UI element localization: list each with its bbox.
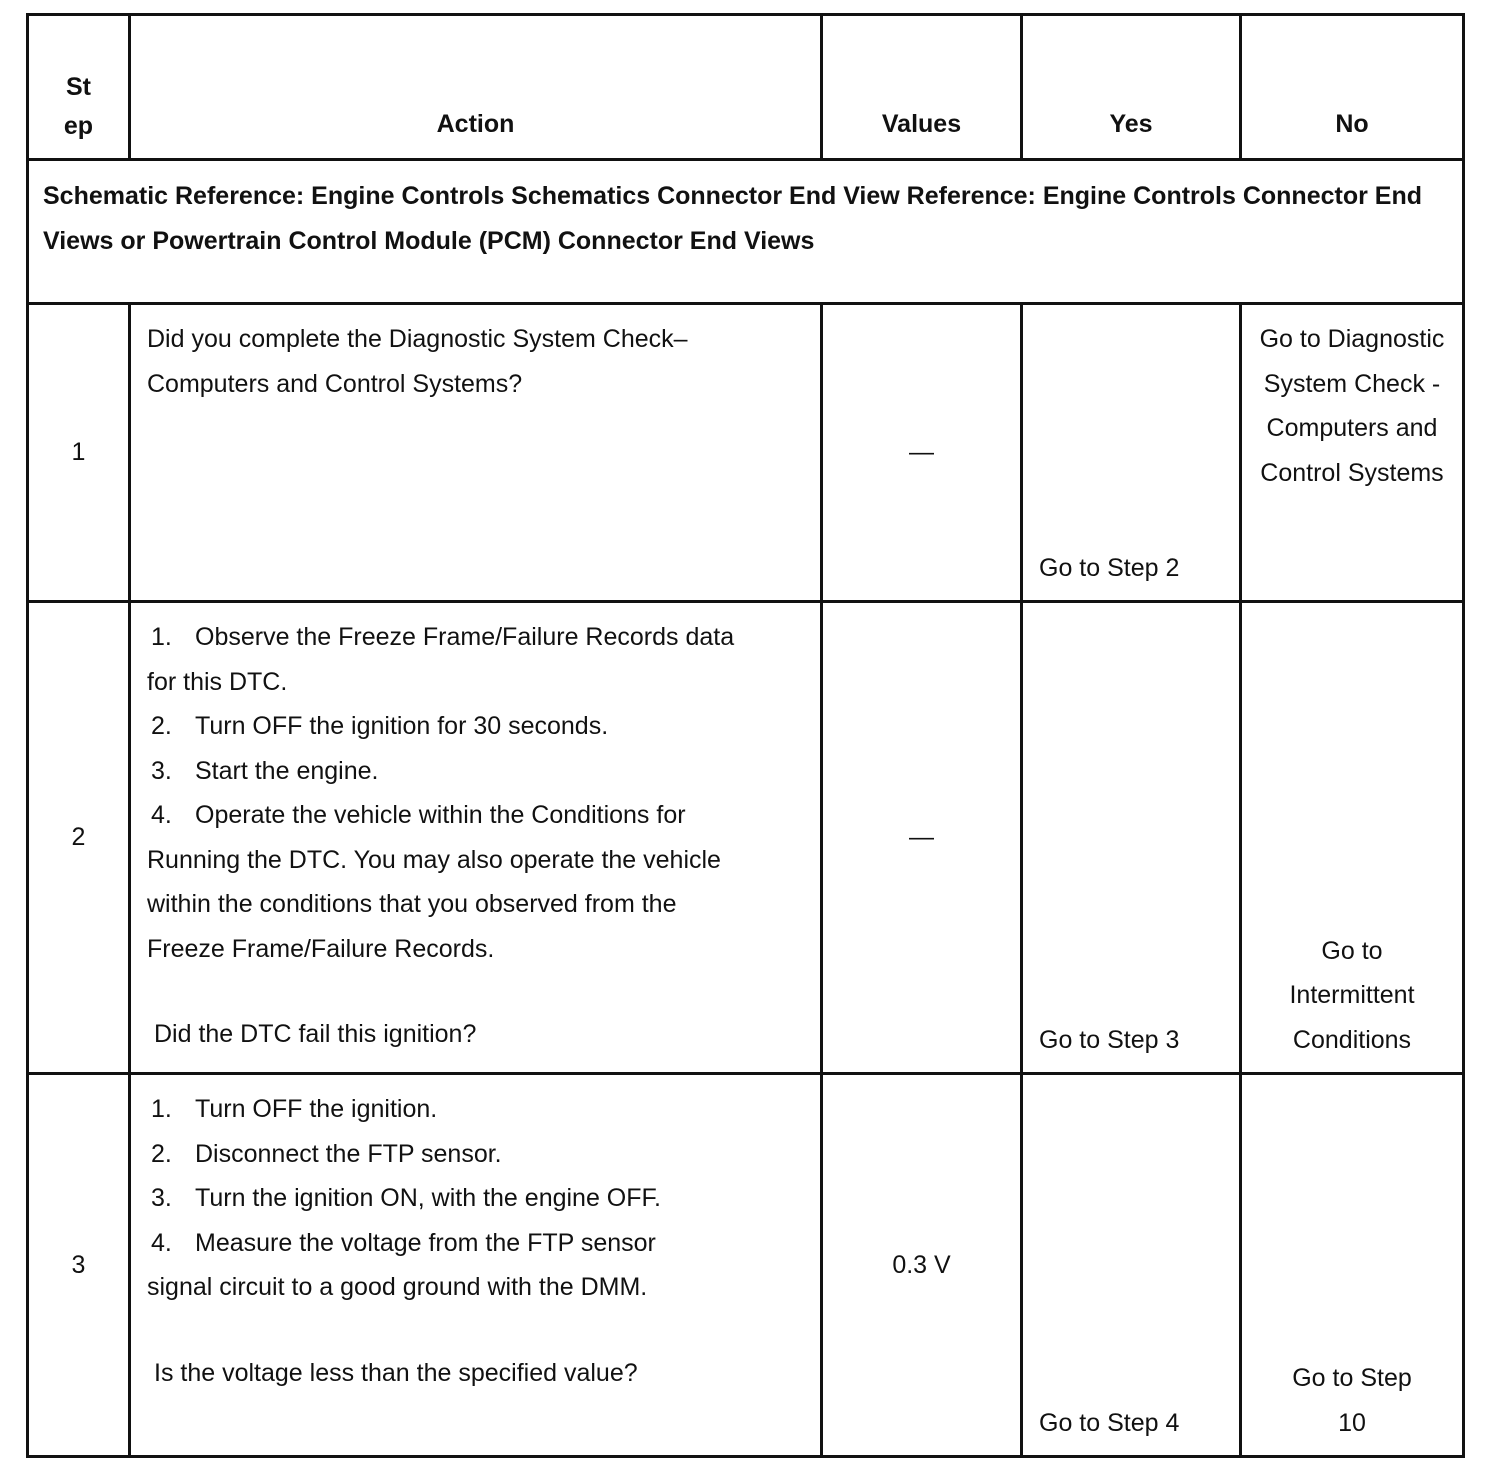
yes-link[interactable]: Go to Step 3 — [1022, 602, 1241, 1074]
header-yes: Yes — [1022, 15, 1241, 160]
step-number: 1 — [28, 304, 130, 602]
action-list-item: 4. Measure the voltage from the FTP sensor signal circuit to a good ground with the DMM. — [147, 1228, 656, 1301]
header-no: No — [1241, 15, 1464, 160]
step-number: 2 — [28, 602, 130, 1074]
schematic-reference: Schematic Reference: Engine Controls Schematics Connector End View Reference: Engine Controls Connector End Views or Powertrain Control Module (PCM) Connector End Views — [28, 160, 1464, 304]
table-row — [28, 1074, 1464, 1457]
yes-link[interactable]: Go to Step 2 — [1022, 304, 1241, 602]
action-question: Did the DTC fail this ignition? — [154, 1020, 477, 1048]
table-row — [28, 304, 1464, 602]
action-cell — [130, 602, 822, 1074]
action-list-item: 4. Operate the vehicle within the Conditions for Running the DTC. You may also operate the vehicle within the conditions that you observed from the Freeze Frame/Failure Records. — [147, 801, 721, 963]
values-cell: — — [822, 602, 1022, 1074]
reference-row — [28, 160, 1464, 304]
no-link[interactable]: Go to Intermittent Conditions — [1241, 602, 1464, 1074]
diagnostic-table — [26, 13, 1465, 1458]
header-values: Values — [822, 15, 1022, 160]
values-cell: — — [822, 304, 1022, 602]
step-number: 3 — [28, 1074, 130, 1457]
action-list-item: 1. Observe the Freeze Frame/Failure Records data for this DTC. — [147, 623, 735, 696]
action-list-item: 3. Turn the ignition ON, with the engine OFF. — [151, 1184, 661, 1212]
header-action: Action — [130, 15, 822, 160]
action-question: Is the voltage less than the specified value? — [154, 1358, 638, 1387]
header-step — [28, 15, 130, 160]
table-row — [28, 602, 1464, 1074]
action-list-item: 2. Disconnect the FTP sensor. — [151, 1139, 502, 1168]
action-text: Did you complete the Diagnostic System Check–Computers and Control Systems? — [147, 325, 688, 398]
values-cell: 0.3 V — [822, 1074, 1022, 1457]
action-list-item: 2. Turn OFF the ignition for 30 seconds. — [151, 712, 609, 740]
yes-link[interactable]: Go to Step 4 — [1022, 1074, 1241, 1457]
action-list-item: 1. Turn OFF the ignition. — [151, 1095, 438, 1123]
no-link[interactable]: Go to Diagnostic System Check - Computers and Control Systems — [1241, 304, 1464, 602]
action-cell — [130, 1074, 822, 1457]
action-list-item: 3. Start the engine. — [151, 756, 379, 785]
header-step-line1: St — [66, 73, 91, 101]
header-step-line2: ep — [63, 112, 94, 140]
action-cell — [130, 304, 822, 602]
no-link[interactable]: Go to Step 10 — [1241, 1074, 1464, 1457]
header-row — [28, 15, 1464, 160]
